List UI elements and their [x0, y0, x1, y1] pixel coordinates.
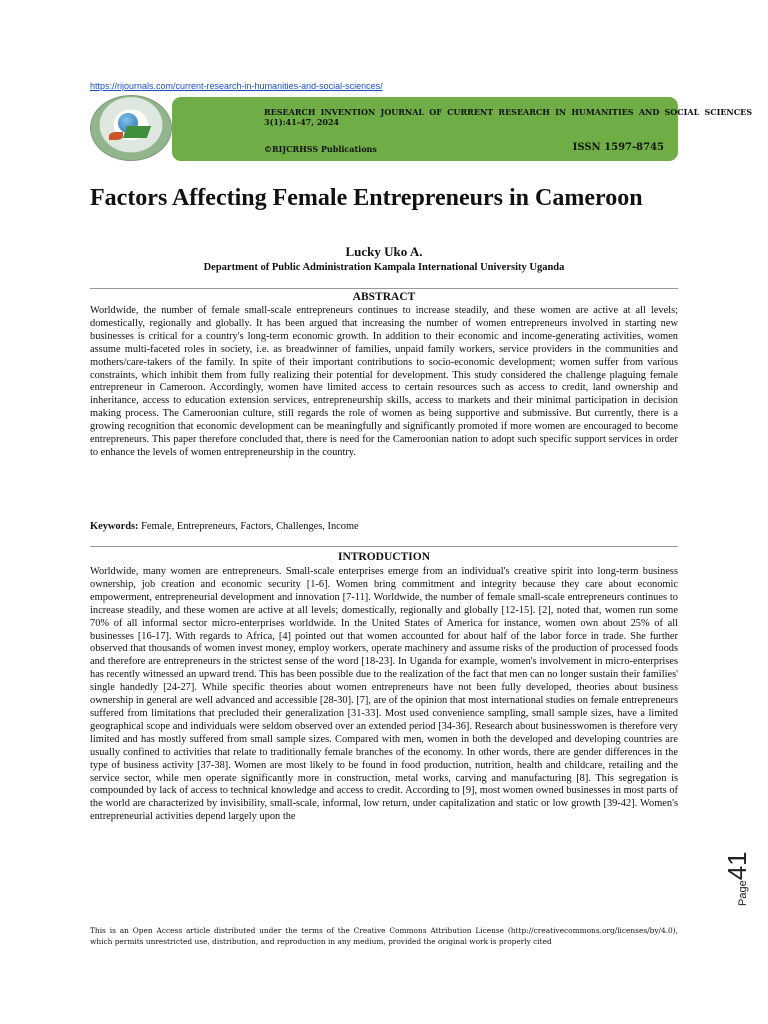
abstract-top-rule [90, 288, 678, 289]
keywords-list: Female, Entrepreneurs, Factors, Challenges, Income [141, 521, 359, 532]
introduction-heading: INTRODUCTION [337, 551, 430, 563]
journal-logo [90, 95, 172, 161]
issn-label: ISSN 1597-8745 [572, 142, 664, 153]
keywords-line [90, 521, 678, 532]
journal-citation: RESEARCH INVENTION JOURNAL OF CURRENT RESEARCH IN HUMANITIES AND SOCIAL SCIENCES 3(1):41-47, 2024 [264, 107, 752, 127]
introduction-body: Worldwide, many women are entrepreneurs. Small-scale enterprises emerge from an individual's creative spirit into long-term business ownership, job creation and economic security [1-6]. Women bring commitment and integrity because they care about economic empowerment, entrepreneurial development and innovation [7-11]. Worldwide, the number of female small-scale entrepreneurs continues to increase steadily, and these women are active at all levels; domestically, regionally and globally [12-15]. [2], noted that, women run some 70% of all informal sector micro-enterprises worldwide. In the United States of America for instance, women own about 25% of all businesses [16-17]. With regards to Africa, [4] pointed out that women accounted for about half of the labor force in trade. She further observed that thousands of women invest money, employ workers, operate machinery and assume risks of the production of processed foods and therefore are entrepreneurs in the strictest sense of the word [18-23]. In Uganda for example, women's involvement in micro-enterprises has recently witnessed an upward trend. This has been possible due to the realization of the fact that men can no longer sustain their families' single handedly [24-27]. While specific theories about women entrepreneurs have not been fully developed, theories about business ownership in general are well advanced and accessible [28-30]. [7], are of the opinion that most international studies on female entrepreneurs suffered from limitations that precluded their generalization [31-33]. Most used convenience sampling, small sample sizes, have a limited geographical scope and individuals were seldom observed over an extended period [34-36]. Research about businesswomen is therefore very limited and has mostly suffered from small sample sizes. Compared with men, women in both the developed and developing countries are usually confined to activities that relate to traditionally female branches of the economy. In other words, there are gender differences in the type of business activity [37-38]. Women are most likely to be found in food production, nutrition, health and childcare, retailing and the service sector, while men operate significantly more in construction, metal works, carving and manufacturing [8]. This segregation is compounded by lack of access to technical knowledge and access to credit. According to [9], most women owned businesses in most parts of the world are characterized by invisibility, small-scale, informal, low return, under capitalization and static or low growth [39-42]. Women's entrepreneurial activities depend largely upon the [90, 566, 678, 823]
abstract-body: Worldwide, the number of female small-scale entrepreneurs continues to increase steadily, and these women are active at all levels; domestically, regionally and globally. It has been argued that increasing the number of women entrepreneurs involved in starting new businesses is critical for a country's long-term economic growth. In addition to their economic and income-generating activities, women assume multi-faceted roles in society, i.e. as breadwinner of families, unpaid family workers, service providers in the communities and mothers/care-takers of the family. In spite of their important contributions to socio-economic development; women suffer from various constraints, which inhibit them from fully realizing their potential for development. This study considered the challenge plaguing female entrepreneur in Cameroon. Accordingly, women have limited access to certain resources such as access to credit, land ownership and inheritance, access to education extension services, entrepreneurship skills, access to markets and their minimal participation in decision making process. The Cameroonian culture, still regards the role of women as being supportive and submissive. But currently, there is a growing recognition that economic development can be meaningfully and significantly promoted if more women are encouraged to become entrepreneurs. This paper therefore concluded that, there is need for the Cameroonian nation to adopt such specific support services in order to enhance the levels of women entrepreneurship in the country. [90, 305, 678, 458]
introduction-top-rule [90, 546, 678, 547]
abstract-heading: ABSTRACT [352, 291, 416, 303]
leaf-icon [109, 132, 123, 140]
page-number-value: 41 [722, 851, 752, 881]
book-icon [123, 126, 151, 138]
keywords-label: Keywords: [90, 521, 139, 532]
page-label: Page [737, 880, 749, 906]
publisher-label: ©RIJCRHSS Publications [264, 144, 377, 154]
paper-title: Factors Affecting Female Entrepreneurs in Cameroon [90, 185, 643, 211]
license-footer: This is an Open Access article distributed under the terms of the Creative Commons Attribution License (http://creativecommons.org/licenses/by/4.0), which permits unrestricted use, distribution, and reproduction in any medium, provided the original work is properly cited [90, 926, 678, 946]
journal-url-link[interactable]: https://rijournals.com/current-research-in-humanities-and-social-sciences/ [90, 81, 383, 91]
journal-banner [90, 95, 752, 163]
page-number [722, 851, 753, 906]
author-affiliation: Department of Public Administration Kampala International University Uganda [203, 262, 565, 273]
banner-box [172, 97, 752, 161]
author-name: Lucky Uko A. [345, 244, 423, 259]
